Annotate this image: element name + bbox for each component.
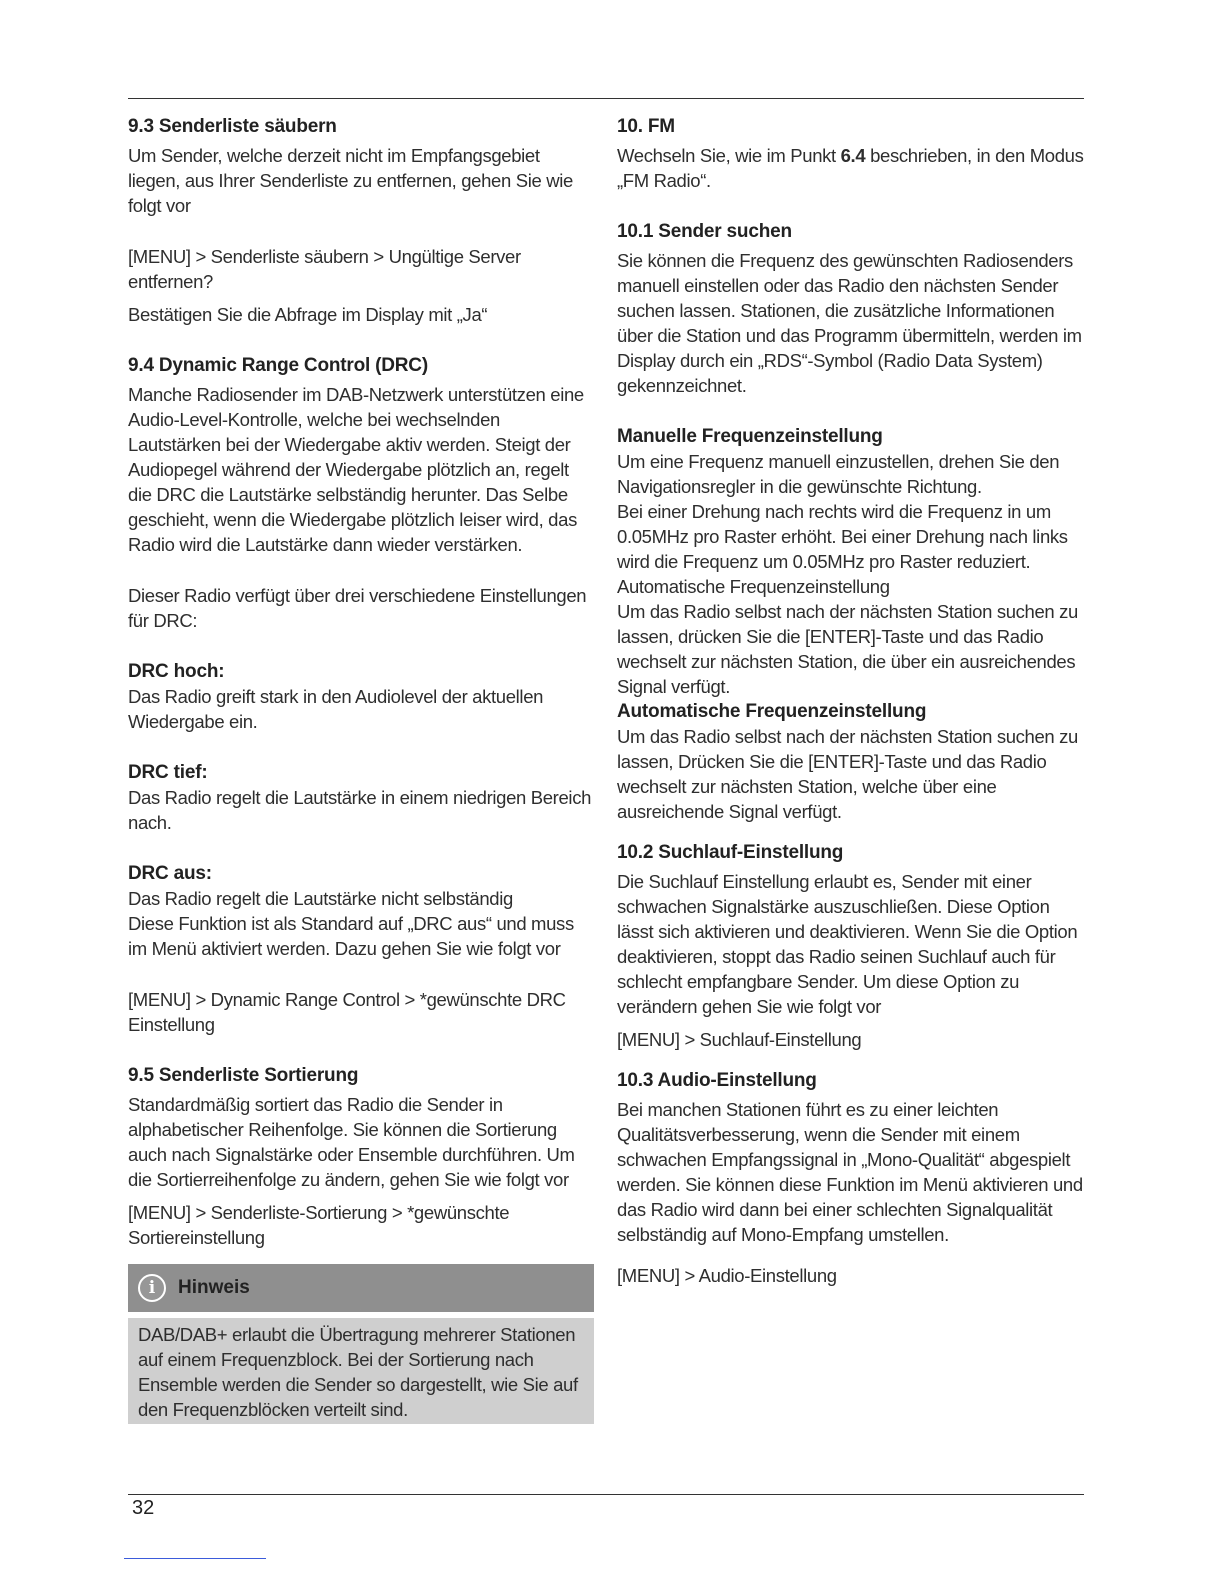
section-title-10-1: 10.1 Sender suchen	[617, 221, 792, 242]
note-title: Hinweis	[178, 1277, 250, 1298]
paragraph: Das Radio regelt die Lautstärke nicht selbständig	[128, 888, 513, 909]
paragraph: Um das Radio selbst nach der nächsten Station suchen zu lassen, Drücken Sie die [ENTER]-Taste und das Radio wechselt zur nächsten Station, welche über eine ausreichende Signal verfügt.	[617, 726, 1079, 822]
paragraph: Sie können die Frequenz des gewünschten Radiosenders manuell einstellen oder das Radio den nächsten Sender suchen lassen. Stationen, die zusätzliche Informationen über die Station und das Programm übermitteln, werden im Display durch ein „RDS“-Symbol (Radio Data System) gekennzeichnet.	[617, 250, 1082, 396]
footer-rule	[128, 1494, 1084, 1495]
paragraph: Das Radio regelt die Lautstärke in einem niedrigen Bereich nach.	[128, 787, 592, 833]
auto-tuning-title: Automatische Frequenzeinstellung	[617, 701, 927, 722]
paragraph: Um eine Frequenz manuell einzustellen, drehen Sie den Navigationsregler in die gewünschte Richtung.	[617, 451, 1060, 497]
paragraph	[617, 143, 1084, 193]
right-column	[617, 114, 1084, 1288]
menu-path: [MENU] > Senderliste säubern > Ungültige Server entfernen?	[128, 246, 521, 292]
paragraph: Standardmäßig sortiert das Radio die Sender in alphabetischer Reihenfolge. Sie können die Sortierung auch nach Signalstärke oder Ensemble durchführen. Um die Sortierreihenfolge zu ändern, gehen Sie wie folgt vor	[128, 1094, 575, 1190]
paragraph: Diese Funktion ist als Standard auf „DRC aus“ und muss im Menü aktiviert werden. Dazu gehen Sie wie folgt vor	[128, 913, 574, 959]
section-title-10: 10. FM	[617, 116, 675, 137]
page-number: 32	[132, 1497, 155, 1519]
header-rule	[128, 98, 1084, 99]
menu-path: [MENU] > Senderliste-Sortierung > *gewünschte Sortiereinstellung	[128, 1202, 510, 1248]
note-box	[128, 1264, 594, 1424]
section-title-9-3: 9.3 Senderliste säubern	[128, 116, 337, 137]
footer-underline	[124, 1558, 266, 1559]
paragraph: Um Sender, welche derzeit nicht im Empfangsgebiet liegen, aus Ihrer Senderliste zu entfernen, gehen Sie wie folgt vor	[128, 145, 573, 216]
left-column	[128, 114, 594, 1424]
menu-path: [MENU] > Audio-Einstellung	[617, 1265, 837, 1286]
paragraph: Bei manchen Stationen führt es zu einer leichten Qualitätsverbesserung, wenn die Sender mit einem schwachen Empfangssignal in „Mono-Qualität“ abgespielt werden. Sie können diese Funktion im Menü aktivieren und das Radio wird dann bei einer schlechten Signalqualität selbständig auf Mono-Empfang umstellen.	[617, 1099, 1083, 1245]
paragraph: Manche Radiosender im DAB-Netzwerk unterstützen eine Audio-Level-Kontrolle, welche bei wechselnden Lautstärken bei der Wiedergabe aktiv werden. Steigt der Audiopegel während der Wiedergabe plötzlich an, regelt die DRC die Lautstärke selbständig herunter. Das Selbe geschieht, wenn die Wiedergabe plötzlich leiser wird, das Radio wird die Lautstärke dann wieder verstärken.	[128, 384, 584, 555]
text-fragment: Wechseln Sie, wie im Punkt	[617, 145, 841, 166]
note-text: DAB/DAB+ erlaubt die Übertragung mehrerer Stationen auf einem Frequenzblock. Bei der Sortierung nach Ensemble werden die Sender so dargestellt, wie Sie auf den Frequenzblöcken verteilt sind.	[138, 1324, 578, 1420]
note-header	[128, 1264, 594, 1312]
section-title-10-3: 10.3 Audio-Einstellung	[617, 1070, 817, 1091]
menu-path: [MENU] > Dynamic Range Control > *gewünschte DRC Einstellung	[128, 989, 566, 1035]
menu-path: [MENU] > Suchlauf-Einstellung	[617, 1029, 862, 1050]
paragraph: Das Radio greift stark in den Audiolevel der aktuellen Wiedergabe ein.	[128, 686, 544, 732]
note-body	[128, 1318, 594, 1424]
section-reference: 6.4	[840, 145, 866, 166]
drc-low-title: DRC tief:	[128, 762, 208, 783]
paragraph: Automatische Frequenzeinstellung	[617, 576, 890, 597]
section-title-9-4: 9.4 Dynamic Range Control (DRC)	[128, 355, 428, 376]
paragraph: Dieser Radio verfügt über drei verschiedene Einstellungen für DRC:	[128, 585, 587, 631]
paragraph: Die Suchlauf Einstellung erlaubt es, Sender mit einer schwachen Signalstärke auszuschließen. Diese Option lässt sich aktivieren und deaktivieren. Wenn Sie die Option deaktivieren, stoppt das Radio seinen Suchlauf auch für schlecht empfangbare Sender. Um diese Option zu verändern gehen Sie wie folgt vor	[617, 871, 1078, 1017]
info-icon: i	[138, 1274, 166, 1302]
drc-off-title: DRC aus:	[128, 863, 212, 884]
paragraph: Bestätigen Sie die Abfrage im Display mit „Ja“	[128, 304, 488, 325]
paragraph: Bei einer Drehung nach rechts wird die Frequenz in um 0.05MHz pro Raster erhöht. Bei einer Drehung nach links wird die Frequenz um 0.05MHz pro Raster reduziert.	[617, 501, 1068, 572]
section-title-10-2: 10.2 Suchlauf-Einstellung	[617, 842, 844, 863]
text-fragment: beschrieben, in den Modus „FM Radio“.	[617, 145, 1084, 191]
manual-tuning-title: Manuelle Frequenzeinstellung	[617, 426, 883, 447]
drc-high-title: DRC hoch:	[128, 661, 225, 682]
section-title-9-5: 9.5 Senderliste Sortierung	[128, 1065, 359, 1086]
paragraph: Um das Radio selbst nach der nächsten Station suchen zu lassen, drücken Sie die [ENTER]-Taste und das Radio wechselt zur nächsten Station, die über ein ausreichendes Signal verfügt.	[617, 601, 1079, 697]
